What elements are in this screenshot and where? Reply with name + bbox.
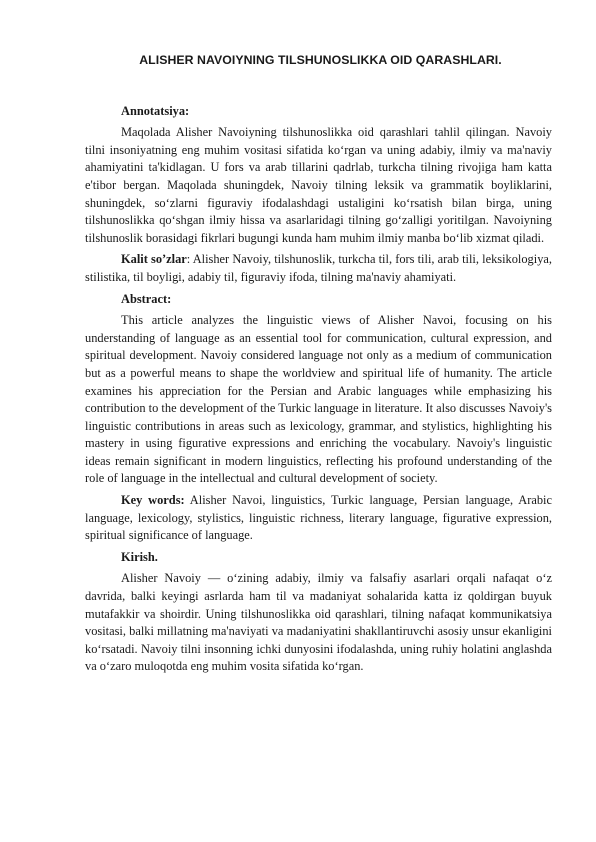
kalit-sozlar-label: Kalit so’zlar <box>121 252 187 267</box>
abstract-text: This article analyzes the linguistic views of Alisher Navoi, focusing on his understanding of language as an essential tool for communication, cultural expression, and spiritual development. Navoiy considered language not only as a medium of communication but as a powerful means to shape the worldview and spiritual life of humanity. The article examines his appreciation for the Persian and Arabic languages while emphasizing his contribution to the development of the Turkic language in literature. It also discusses Navoiy's linguistic contributions in areas such as lexicology, grammar, and stylistics, highlighting his mastery in using figurative expressions and enriching the vocabulary. Navoiy's linguistic ideas remain significant in modern linguistics, reflecting his profound understanding of the role of language in the intellectual and cultural development of society. <box>85 313 552 486</box>
article-title: ALISHER NAVOIYNING TILSHUNOSLIKKA OID QARASHLARI. <box>139 53 502 67</box>
kalit-sozlar-text: : Alisher Navoiy, tilshunoslik, turkcha til, fors tili, arab tili, leksikologiya, stilistika, til boyligi, adabiy til, figuraviy ifoda, tilning ma'naviy ahamiyati. <box>85 252 552 284</box>
article-body <box>85 52 552 680</box>
kirish-text: Alisher Navoiy — o‘zining adabiy, ilmiy va falsafiy asarlari orqali nafaqat o‘z davrida, balki keyingi asrlarda ham til va madaniyat sohalarida katta iz qoldirgan buyuk mutafakkir va shoirdir. Uning tilshunoslikka oid qarashlari, tilning nafaqat kommunikatsiya vositasi, balki millatning ma'naviyati va madaniyatini shakllantiruvchi asosiy unsur ekanligini ko‘rsatadi. Navoiy tilni insonning ichki dunyosini ifodalashda, uning ruhiy holatini anglashda va o‘zaro muloqotda eng muhim vosita sifatida ko‘rgan. <box>85 571 552 674</box>
annotatsiya-heading: Annotatsiya: <box>121 103 190 118</box>
keywords-paragraph <box>85 492 552 545</box>
annotatsiya-text: Maqolada Alisher Navoiyning tilshunoslikka oid qarashlari tahlil qilingan. Navoiy tilni insoniyatning eng muhim vositasi sifatida ko‘rgan va uning adabiy, ilmiy va ma'naviy ahamiyatini ta'kidlagan. U fors va arab tillarini qadrlab, turkcha tilning rivojiga ham katta e'tibor bergan. Maqolada shuningdek, Navoiy tilning leksik va grammatik boyliklarini, shuningdek, so‘zlarni figuraviy ifodalashdagi ustaligini ko‘rsatish bilan birga, uning tilshunoslikka qo‘shgan ilmiy hissa va asarlaridagi tilning go‘zalligi yoritilgan. Navoiyning tilshunoslik borasidagi fikrlari bugungi kunda ham muhim ilmiy manba bo‘lib xizmat qiladi. <box>85 125 552 245</box>
kalit-sozlar-paragraph <box>85 251 552 286</box>
keywords-label: Key words: <box>121 493 185 508</box>
kirish-heading: Kirish. <box>121 549 158 564</box>
keywords-text: Alisher Navoi, linguistics, Turkic language, Persian language, Arabic language, lexicology, stylistics, linguistic richness, literary language, figurative expression, spiritual significance of language. <box>85 493 552 543</box>
abstract-heading: Abstract: <box>121 291 172 306</box>
